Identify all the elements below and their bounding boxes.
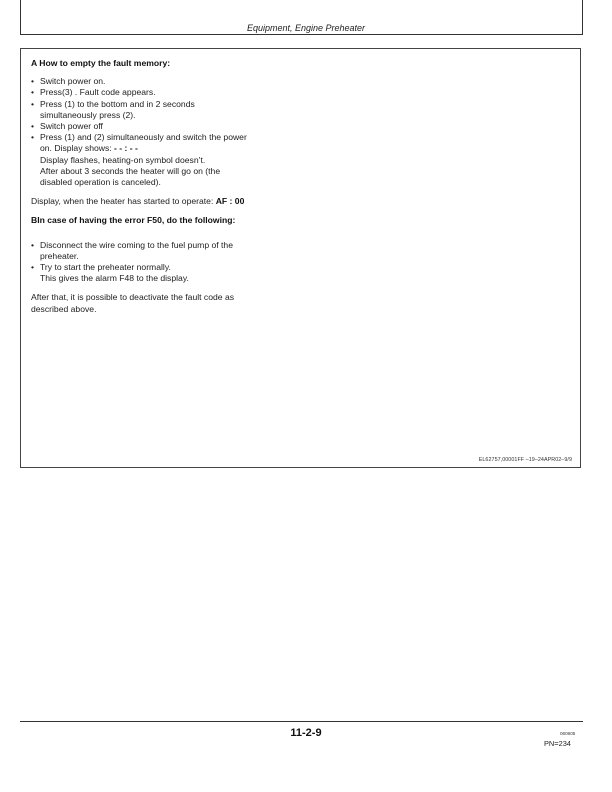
list-item-text: Switch power on. xyxy=(40,76,106,87)
list-item xyxy=(31,121,296,132)
list-item-text: disabled operation is canceled). xyxy=(40,177,161,188)
list-item-text: This gives the alarm F48 to the display. xyxy=(40,273,189,284)
running-header: Equipment, Engine Preheater xyxy=(246,23,366,33)
list-item xyxy=(31,240,296,262)
bullet-icon: • xyxy=(31,262,35,273)
list-item xyxy=(31,99,296,121)
spacer xyxy=(31,188,296,196)
list-item-text: Display flashes, heating-on symbol doesn’t. xyxy=(40,154,206,165)
list-item-text: Switch power off xyxy=(40,121,103,132)
list-item-text: on. Display shows: xyxy=(40,143,115,154)
bullet-icon: • xyxy=(31,87,35,98)
closing-text: After that, it is possible to deactivate the fault code as xyxy=(31,292,235,303)
content-box xyxy=(20,48,581,468)
section-b-heading: BIn case of having the error F50, do the following: xyxy=(31,215,236,226)
list-item-text: Press (1) and (2) simultaneously and switch the power xyxy=(40,132,247,143)
list-item-text: preheater. xyxy=(40,250,79,261)
section-a-bullet-list xyxy=(31,76,296,188)
bullet-icon: • xyxy=(31,132,35,143)
bullet-icon: • xyxy=(31,98,35,109)
pn-number: PN=234 xyxy=(544,739,571,748)
content-column xyxy=(31,58,296,315)
closing-paragraph xyxy=(31,292,296,314)
spacer xyxy=(31,284,296,292)
spacer xyxy=(31,207,296,215)
list-item xyxy=(31,87,296,98)
section-a-heading: A How to empty the fault memory: xyxy=(31,58,171,68)
document-code: EL62757,00001FF –19–24APR02–9/9 xyxy=(478,457,572,463)
list-item-text: After about 3 seconds the heater will go on (the xyxy=(40,165,221,176)
list-item xyxy=(31,132,296,188)
bullet-icon: • xyxy=(31,121,35,132)
operate-text: Display, when the heater has started to operate: xyxy=(31,196,216,207)
list-item-text: simultaneously press (2). xyxy=(40,109,136,120)
page-number: 11-2-9 xyxy=(290,727,322,739)
operate-value: AF : 00 xyxy=(215,196,245,207)
list-item-text: Try to start the preheater normally. xyxy=(40,262,171,273)
display-value: - - : - - xyxy=(114,143,138,154)
operate-paragraph xyxy=(31,196,296,207)
section-b-bullet-list xyxy=(31,240,296,285)
list-item xyxy=(31,262,296,284)
list-item-text: Disconnect the wire coming to the fuel pump of the xyxy=(40,239,233,250)
list-item-text: Press (1) to the bottom and in 2 seconds xyxy=(40,98,195,109)
footer-rule xyxy=(20,721,583,722)
closing-text: described above. xyxy=(31,303,97,314)
footer-code: 060605 xyxy=(560,731,576,736)
bullet-icon: • xyxy=(31,239,35,250)
list-item-text: Press(3) . Fault code appears. xyxy=(40,87,156,98)
list-item xyxy=(31,76,296,87)
header-rule xyxy=(20,34,583,35)
bullet-icon: • xyxy=(31,76,35,87)
